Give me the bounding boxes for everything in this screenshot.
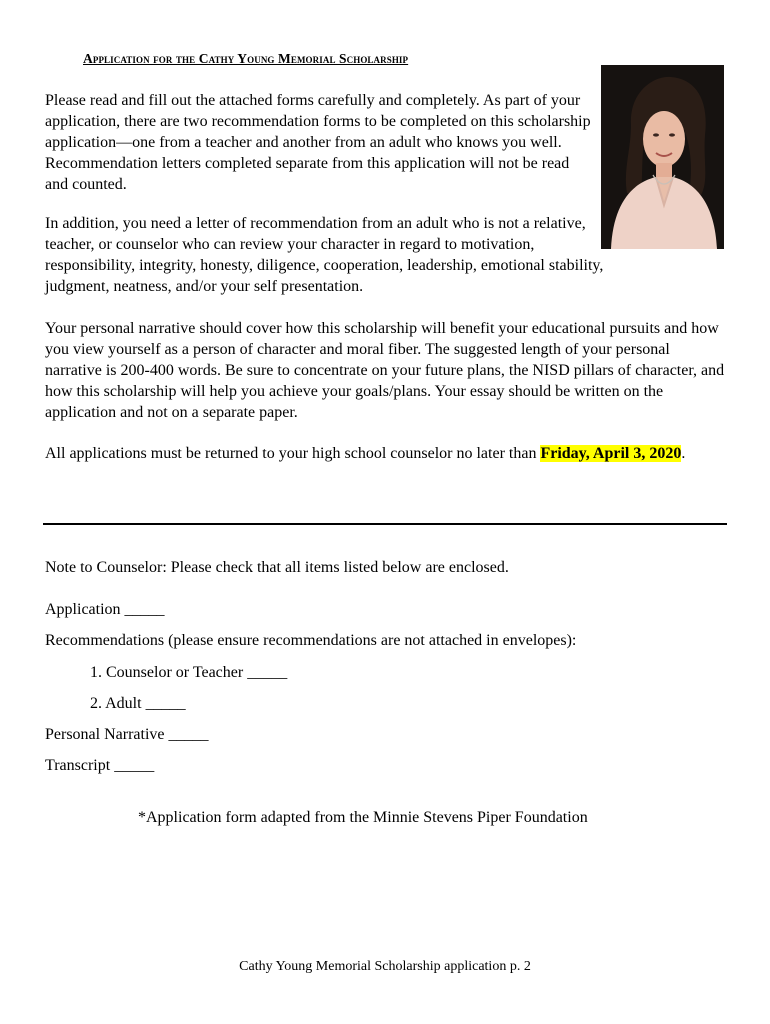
- counselor-note: Note to Counselor: Please check that all items listed below are enclosed.: [45, 559, 509, 576]
- page-footer: Cathy Young Memorial Scholarship application p. 2: [239, 959, 531, 974]
- deadline-text: All applications must be returned to your high school counselor no later than: [45, 445, 541, 462]
- checklist-rec-counselor: 1. Counselor or Teacher _____: [90, 664, 288, 681]
- deadline-period: .: [681, 445, 686, 462]
- checklist-transcript: Transcript _____: [45, 757, 155, 774]
- page-title: Application for the Cathy Young Memorial Scholarship: [83, 51, 409, 66]
- checklist-application: Application _____: [45, 601, 165, 618]
- instructions-paragraph: Please read and fill out the attached forms carefully and completely. As part of your application, there are two recommendation forms to be completed on this scholarship application—one from a teacher and another from an adult who knows you well. Recommendation letters completed separate from this application will not be read and counted.: [45, 92, 591, 193]
- section-divider: [43, 523, 727, 525]
- checklist-rec-adult: 2. Adult _____: [90, 695, 186, 712]
- deadline-paragraph: [45, 443, 730, 464]
- narrative-paragraph: Your personal narrative should cover how this scholarship will benefit your educational pursuits and how you view yourself as a person of character and moral fiber. The suggested length of your personal narrative is 200-400 words. Be sure to concentrate on your future plans, the NISD pillars of character, and how this scholarship will help you achieve your goals/plans. Your essay should be written on the application and not on a separate paper.: [45, 320, 725, 421]
- recommendation-paragraph: In addition, you need a letter of recommendation from an adult who is not a relative, teacher, or counselor who can review your character in regard to motivation, responsibility, integrity, honesty, diligence, cooperation, leadership, emotional stability, judgment, neatness, and/or your self presentation.: [45, 215, 604, 295]
- deadline-date: Friday, April 3, 2020: [540, 445, 682, 462]
- checklist-recommendations: Recommendations (please ensure recommendations are not attached in envelopes):: [45, 632, 577, 649]
- checklist-narrative: Personal Narrative _____: [45, 726, 209, 743]
- attribution-note: *Application form adapted from the Minnie Stevens Piper Foundation: [138, 809, 588, 826]
